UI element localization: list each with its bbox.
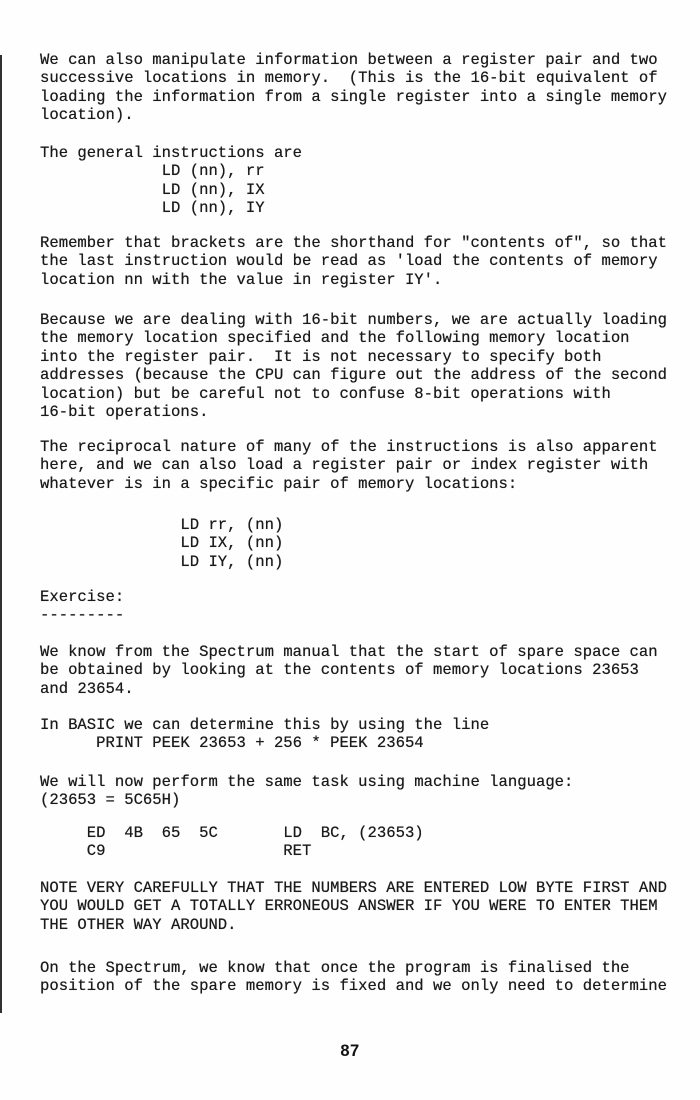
text-line: here, and we can also load a register pair or index register with [40, 456, 649, 475]
text-line: Remember that brackets are the shorthand for "contents of", so that [40, 234, 667, 252]
text-line: LD rr, (nn) [40, 516, 284, 534]
text-line: The reciprocal nature of many of the instructions is also apparent [40, 438, 658, 456]
text-line: Because we are dealing with 16-bit numbers, we are actually loading [40, 311, 667, 329]
code-listing [40, 824, 424, 861]
para-register-pair-intro [40, 51, 667, 125]
para-machine-language [40, 773, 573, 810]
para-16bit-numbers [40, 311, 667, 421]
text-line: (23653 = 5C65H) [40, 791, 181, 810]
text-line: location). [40, 106, 134, 125]
text-line: LD (nn), rr [40, 162, 265, 181]
text-line: On the Spectrum, we know that once the program is finalised the [40, 959, 630, 977]
text-line: LD (nn), IX [40, 180, 265, 199]
text-line: 16-bit operations. [40, 403, 209, 422]
text-line: NOTE VERY CAREFULLY THAT THE NUMBERS ARE ENTERED LOW BYTE FIRST AND [40, 879, 667, 897]
text-line: In BASIC we can determine this by using the line [40, 716, 490, 734]
para-basic-line [40, 716, 489, 753]
text-line: --------- [40, 606, 125, 625]
text-line: Exercise: [40, 588, 125, 606]
para-brackets-shorthand [40, 234, 667, 289]
text-line: THE OTHER WAY AROUND. [40, 915, 237, 934]
list-ld-reverse-instructions [40, 516, 283, 571]
text-line: ED 4B 65 5C LD BC, (23653) [40, 824, 424, 842]
para-general-instructions [40, 144, 302, 218]
text-line: C9 RET [40, 842, 312, 861]
text-line: LD (nn), IY [40, 199, 265, 218]
text-line: whatever is in a specific pair of memory locations: [40, 474, 518, 493]
heading-exercise [40, 588, 124, 625]
para-spectrum-manual [40, 643, 658, 698]
text-line: PRINT PEEK 23653 + 256 * PEEK 23654 [40, 734, 424, 753]
text-line: loading the information from a single register into a single memory [40, 87, 667, 106]
text-line: the last instruction would be read as 'load the contents of memory [40, 252, 658, 271]
text-line: successive locations in memory. (This is the 16-bit equivalent of [40, 69, 658, 88]
page-number: 87 [340, 1042, 360, 1060]
text-line: We know from the Spectrum manual that the start of spare space can [40, 643, 658, 661]
para-note-low-byte [40, 879, 667, 934]
text-line: addresses (because the CPU can figure out the address of the second [40, 366, 667, 385]
text-line: LD IX, (nn) [40, 534, 284, 553]
text-line: location) but be careful not to confuse 8-bit operations with [40, 384, 611, 403]
para-spectrum-finalised [40, 959, 667, 996]
text-line: location nn with the value in register IY'. [40, 270, 443, 289]
text-line: position of the spare memory is fixed and we only need to determine [40, 977, 667, 996]
text-line: We will now perform the same task using machine language: [40, 773, 574, 791]
text-line: LD IY, (nn) [40, 552, 284, 571]
text-line: The general instructions are [40, 144, 303, 162]
text-line: and 23654. [40, 679, 134, 698]
text-line: be obtained by looking at the contents of memory locations 23653 [40, 661, 639, 680]
text-line: into the register pair. It is not necessary to specify both [40, 347, 602, 366]
para-reciprocal-nature [40, 438, 658, 493]
text-line: YOU WOULD GET A TOTALLY ERRONEOUS ANSWER IF YOU WERE TO ENTER THEM [40, 897, 658, 916]
text-line: We can also manipulate information between a register pair and two [40, 51, 658, 69]
text-line: the memory location specified and the following memory location [40, 329, 630, 348]
